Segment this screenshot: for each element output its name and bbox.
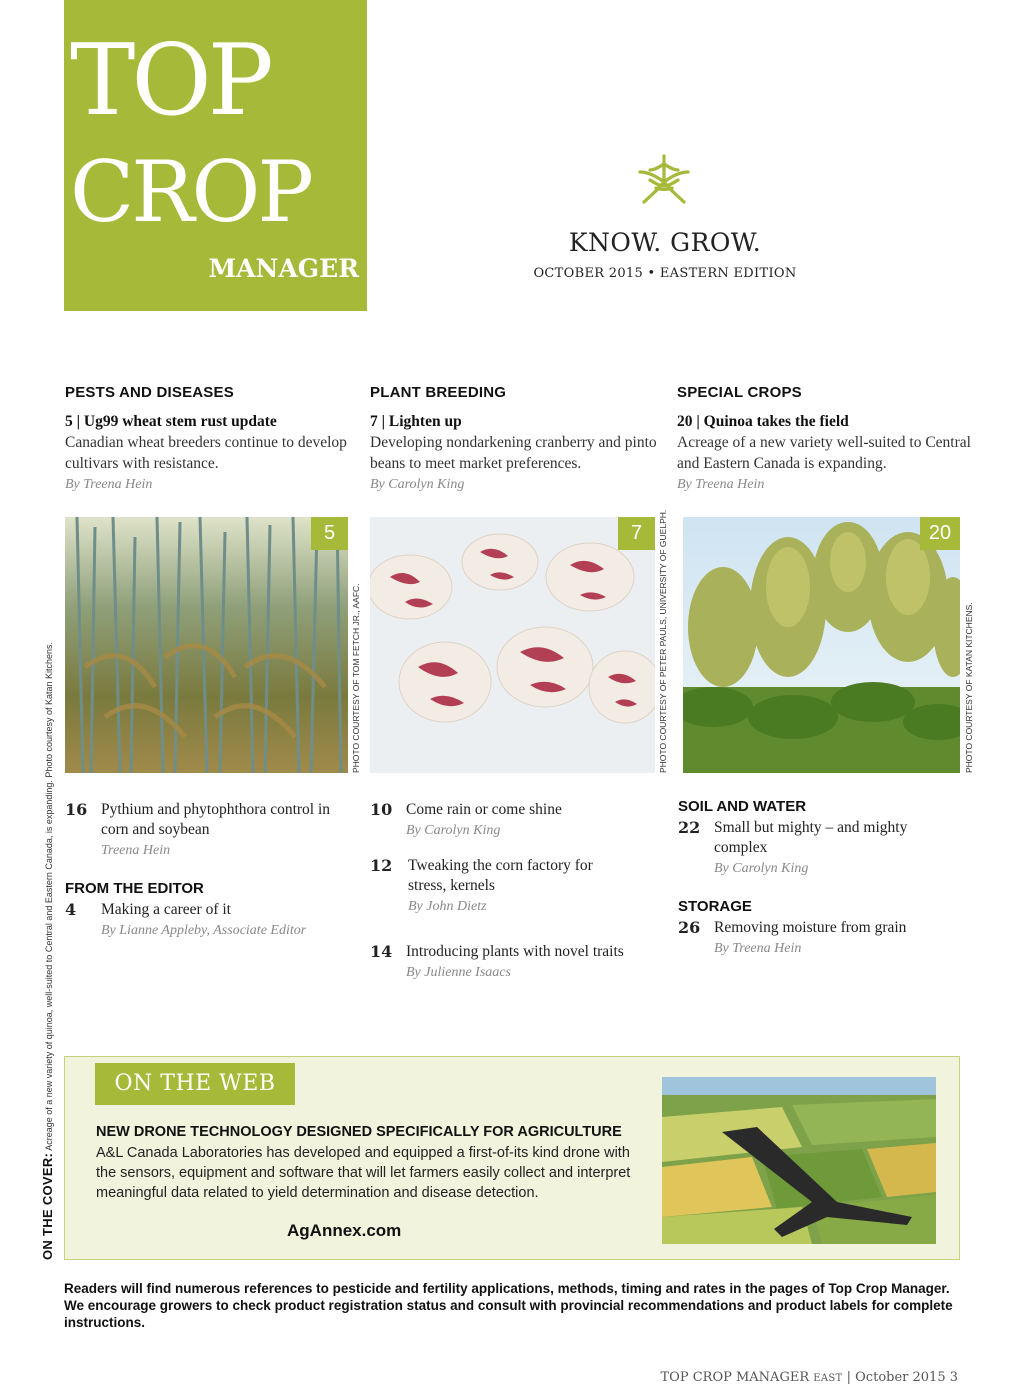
cover-caption-text: Acreage of a new variety of quinoa, well-suited to Central and Eastern Canada, is expanding. Photo courtesy of Katan Kitchens. (44, 641, 54, 1151)
page-badge: 7 (618, 517, 655, 550)
wheat-photo (65, 517, 348, 773)
list-item[interactable] (370, 856, 620, 917)
beans-photo (370, 517, 655, 773)
footer-publication: TOP CROP MANAGER (660, 1370, 810, 1385)
photo-credit: PHOTO COURTESY OF PETER PAULS, UNIVERSITY OF GUELPH. (658, 509, 668, 773)
article-title[interactable]: 5 | Ug99 wheat stem rust update (65, 413, 277, 430)
page-number: 10 (370, 800, 393, 819)
photo-credit: PHOTO COURTESY OF KATAN KITCHENS. (964, 602, 974, 773)
article-byline: By John Dietz (408, 899, 487, 914)
quinoa-photo (683, 517, 960, 773)
article-byline: Treena Hein (101, 843, 171, 858)
article-byline: By Carolyn King (406, 823, 501, 838)
article-title: Making a career of it (101, 901, 231, 918)
masthead-top: TOP (70, 24, 270, 138)
edition-line: OCTOBER 2015 • EASTERN EDITION (533, 266, 797, 281)
list-item[interactable] (65, 800, 355, 861)
column-special-crops (677, 384, 977, 495)
section-heading-soil-water: SOIL AND WATER (678, 798, 807, 815)
page-footer (661, 1370, 959, 1385)
footer-region: EAST (813, 1373, 843, 1384)
section-heading-editor: FROM THE EDITOR (65, 880, 204, 897)
list-item[interactable] (678, 918, 948, 959)
wheat-star-icon (636, 152, 692, 208)
section-heading: PLANT BREEDING (370, 384, 507, 401)
article-byline: By Lianne Appleby, Associate Editor (101, 923, 307, 938)
page-number: 12 (370, 856, 393, 875)
page-badge: 5 (311, 517, 348, 550)
cover-caption (40, 642, 55, 1260)
masthead-crop: CROP (70, 143, 311, 241)
article-byline: By Treena Hein (65, 477, 153, 492)
list-item[interactable] (678, 818, 938, 879)
column-pests-diseases (65, 384, 365, 495)
list-item[interactable] (370, 800, 660, 841)
tagline: KNOW. GROW. (568, 228, 762, 257)
page-number: 22 (678, 818, 701, 837)
page-number: 4 (65, 900, 77, 919)
list-item[interactable] (65, 900, 355, 941)
page-number: 14 (370, 942, 393, 961)
article-byline: By Treena Hein (677, 477, 765, 492)
article-description: Canadian wheat breeders continue to develop cultivars with resistance. (65, 434, 347, 472)
article-title: Small but mighty – and mighty complex (714, 819, 908, 856)
article-title: Introducing plants with novel traits (406, 943, 624, 960)
article-title: Come rain or come shine (406, 801, 562, 818)
cover-caption-label: ON THE COVER: (40, 1152, 55, 1260)
section-heading: PESTS AND DISEASES (65, 384, 234, 401)
article-byline: By Carolyn King (370, 477, 465, 492)
article-title: Removing moisture from grain (714, 919, 907, 936)
article-title: Pythium and phytophthora control in corn and soybean (101, 801, 331, 838)
article-description: Acreage of a new variety well-suited to Central and Eastern Canada is expanding. (677, 434, 971, 472)
web-headline[interactable]: NEW DRONE TECHNOLOGY DESIGNED SPECIFICALLY FOR AGRICULTURE (96, 1124, 622, 1140)
article-description: Developing nondarkening cranberry and pinto beans to meet market preferences. (370, 434, 657, 472)
photo-credit: PHOTO COURTESY OF TOM FETCH JR., AAFC. (351, 583, 361, 773)
article-byline: By Treena Hein (714, 941, 802, 956)
on-the-web-tab: ON THE WEB (95, 1063, 295, 1105)
on-the-web-box (64, 1056, 960, 1260)
article-byline: By Julienne Isaacs (406, 965, 511, 980)
section-heading-storage: STORAGE (678, 898, 752, 915)
web-text: A&L Canada Laboratories has developed and equipped a first-of-its kind drone with the sensors, equipment and software that will let farmers easily collect and interpret meaningful data related to yield determination and disease detection. (96, 1145, 631, 1201)
article-title[interactable]: 7 | Lighten up (370, 413, 462, 430)
masthead-manager: MANAGER (208, 254, 359, 283)
list-item[interactable] (370, 942, 660, 983)
web-link[interactable]: AgAnnex.com (287, 1221, 402, 1240)
masthead-logo (64, 0, 367, 311)
article-byline: By Carolyn King (714, 861, 809, 876)
page-badge: 20 (920, 517, 960, 550)
page-number: 26 (678, 918, 701, 937)
page-number: 16 (65, 800, 88, 819)
drone-photo (662, 1077, 936, 1244)
disclaimer-text: Readers will find numerous references to pesticide and fertility applications, methods, timing and rates in the pages of Top Crop Manager. We encourage growers to check product registration status and consult with provincial recommendations and product labels for complete instructions. (64, 1281, 953, 1330)
footer-date-page: | October 2015 3 (846, 1370, 958, 1385)
section-heading: SPECIAL CROPS (677, 384, 802, 401)
column-plant-breeding (370, 384, 670, 495)
article-title[interactable]: 20 | Quinoa takes the field (677, 413, 849, 430)
article-title: Tweaking the corn factory for stress, kernels (408, 857, 593, 894)
